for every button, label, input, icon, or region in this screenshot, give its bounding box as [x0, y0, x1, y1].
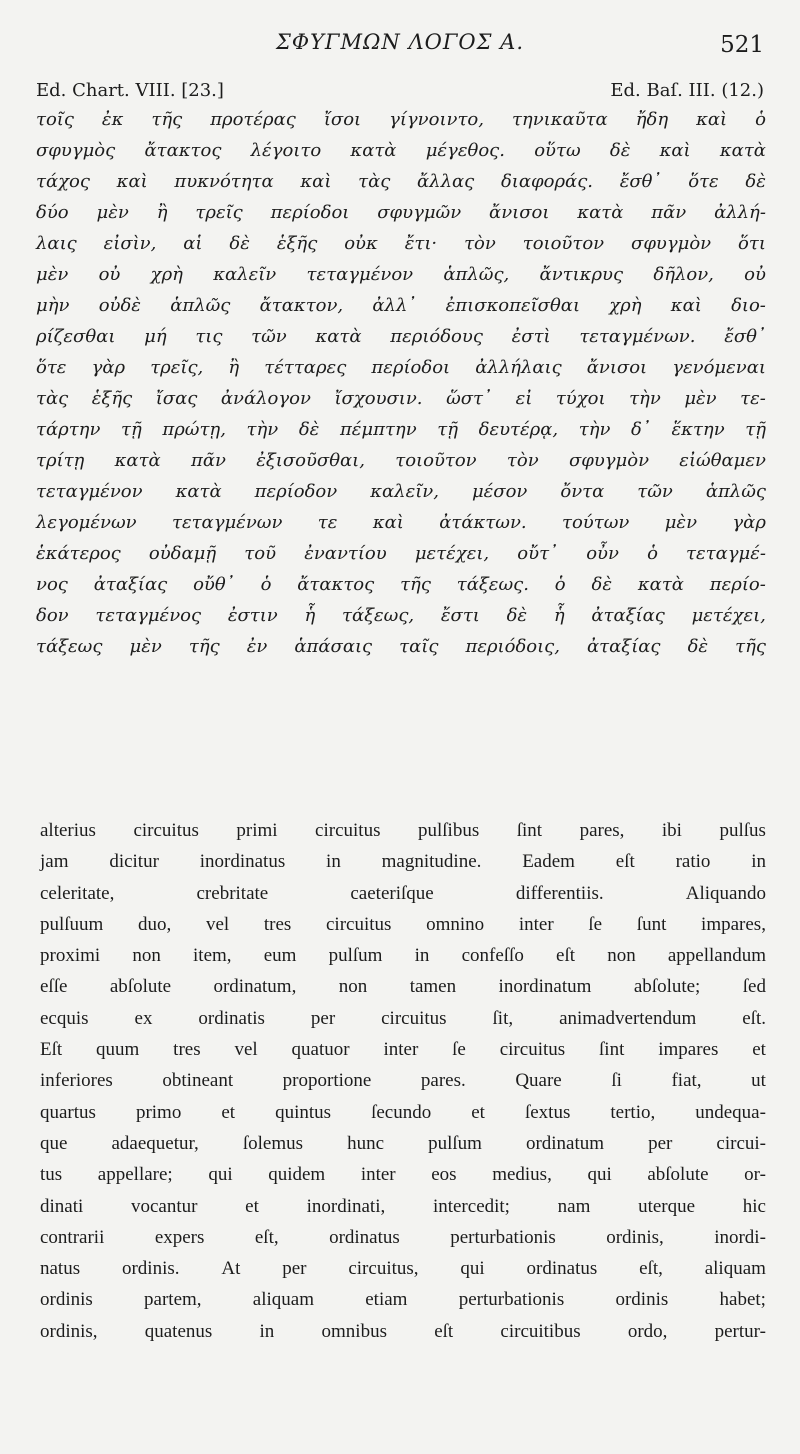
- greek-text-line: σφυγμὸς ἄτακτος λέγοιτο κατὰ μέγεθος. οὕτω δὲ καὶ κατὰ: [36, 140, 766, 161]
- greek-text-line: δύο μὲν ἢ τρεῖς περίοδοι σφυγμῶν ἄνισοι κατὰ πᾶν ἀλλή-: [36, 202, 766, 223]
- latin-text-line: inferiores obtineant proportione pares. Quare ſi fiat, ut: [40, 1070, 766, 1092]
- greek-text-line: δον τεταγμένος ἐστιν ἧ τάξεως, ἔστι δὲ ἧ ἀταξίας μετέχει,: [36, 605, 766, 626]
- greek-text-line: λαις εἰσὶν, αἱ δὲ ἑξῆς οὐκ ἔτι· τὸν τοιοῦτον σφυγμὸν ὅτι: [36, 233, 766, 254]
- latin-text-line: alterius circuitus primi circuitus pulſibus ſint pares, ibi pulſus: [40, 820, 766, 841]
- latin-text-block: [40, 815, 766, 1347]
- greek-text-line: τοῖς ἐκ τῆς προτέρας ἴσοι γίγνοιντο, τηνικαῦτα ἤδη καὶ ὁ: [36, 109, 766, 130]
- page-number: 521: [720, 32, 764, 58]
- latin-text-line: ordinis, quatenus in omnibus eſt circuitibus ordo, pertur-: [40, 1320, 766, 1342]
- greek-text-block: [36, 104, 766, 662]
- edition-basel: Ed. Baſ. III. (12.): [610, 80, 764, 101]
- greek-text-line: ἑκάτερος οὐδαμῇ τοῦ ἐναντίου μετέχει, οὔτ᾽ οὖν ὁ τεταγμέ-: [36, 543, 766, 564]
- latin-text-line: quartus primo et quintus ſecundo et ſextus tertio, undequa-: [40, 1101, 766, 1123]
- latin-text-line: ecquis ex ordinatis per circuitus ſit, animadvertendum eſt.: [40, 1007, 766, 1029]
- greek-text-line: λεγομένων τεταγμένων τε καὶ ἀτάκτων. τούτων μὲν γὰρ: [36, 512, 766, 533]
- greek-text-line: τάρτην τῇ πρώτῃ, τὴν δὲ πέμπτην τῇ δευτέρᾳ, τὴν δ᾽ ἕκτην τῇ: [36, 419, 766, 440]
- greek-text-line: τὰς ἑξῆς ἴσας ἀνάλογον ἴσχουσιν. ὥστ᾽ εἰ τύχοι τὴν μὲν τε-: [36, 388, 766, 409]
- latin-text-line: celeritate, crebritate caeteriſque differentiis. Aliquando: [40, 882, 766, 904]
- latin-text-line: pulſuum duo, vel tres circuitus omnino inter ſe ſunt impares,: [40, 913, 766, 935]
- latin-text-line: jam dicitur inordinatus in magnitudine. Eadem eſt ratio in: [40, 851, 766, 873]
- greek-text-line: τάξεως μὲν τῆς ἐν ἁπάσαις ταῖς περιόδοις, ἀταξίας δὲ τῆς: [36, 636, 766, 657]
- greek-text-line: ρίζεσθαι μή τις τῶν κατὰ περιόδους ἐστὶ τεταγμένων. ἔσθ᾽: [36, 326, 766, 347]
- latin-text-line: eſſe abſolute ordinatum, non tamen inordinatum abſolute; ſed: [40, 976, 766, 998]
- greek-text-line: τρίτῃ κατὰ πᾶν ἐξισοῦσθαι, τοιοῦτον τὸν σφυγμὸν εἰώθαμεν: [36, 450, 766, 471]
- latin-text-line: ordinis partem, aliquam etiam perturbationis ordinis habet;: [40, 1289, 766, 1311]
- greek-text-line: μὴν οὐδὲ ἁπλῶς ἄτακτον, ἀλλ᾽ ἐπισκοπεῖσθαι χρὴ καὶ διο-: [36, 295, 766, 316]
- latin-text-line: proximi non item, eum pulſum in confeſſo eſt non appellandum: [40, 945, 766, 967]
- latin-text-line: natus ordinis. At per circuitus, qui ordinatus eſt, aliquam: [40, 1258, 766, 1280]
- greek-text-line: νος ἀταξίας οὔθ᾽ ὁ ἄτακτος τῆς τάξεως. ὁ δὲ κατὰ περίο-: [36, 574, 766, 595]
- greek-text-line: ὅτε γὰρ τρεῖς, ἢ τέτταρες περίοδοι ἀλλήλαις ἄνισοι γενόμεναι: [36, 357, 766, 378]
- running-title: ΣΦΥΓΜΩΝ ΛΟΓΟΣ Α.: [276, 30, 524, 54]
- greek-text-line: τεταγμένον κατὰ περίοδον καλεῖν, μέσον ὄντα τῶν ἁπλῶς: [36, 481, 766, 502]
- latin-text-line: que adaequetur, ſolemus hunc pulſum ordinatum per circui-: [40, 1132, 766, 1154]
- latin-text-line: Eſt quum tres vel quatuor inter ſe circuitus ſint impares et: [40, 1039, 766, 1061]
- edition-chartier: Ed. Chart. VIII. [23.]: [36, 80, 224, 101]
- running-head: [0, 30, 800, 64]
- greek-text-line: τάχος καὶ πυκνότητα καὶ τὰς ἄλλας διαφοράς. ἔσθ᾽ ὅτε δὲ: [36, 171, 766, 192]
- latin-text-line: tus appellare; qui quidem inter eos medius, qui abſolute or-: [40, 1164, 766, 1186]
- latin-text-line: dinati vocantur et inordinati, intercedit; nam uterque hic: [40, 1195, 766, 1217]
- greek-text-line: μὲν οὐ χρὴ καλεῖν τεταγμένον ἁπλῶς, ἄντικρυς δῆλον, οὐ: [36, 264, 766, 285]
- latin-text-line: contrarii expers eſt, ordinatus perturbationis ordinis, inordi-: [40, 1226, 766, 1248]
